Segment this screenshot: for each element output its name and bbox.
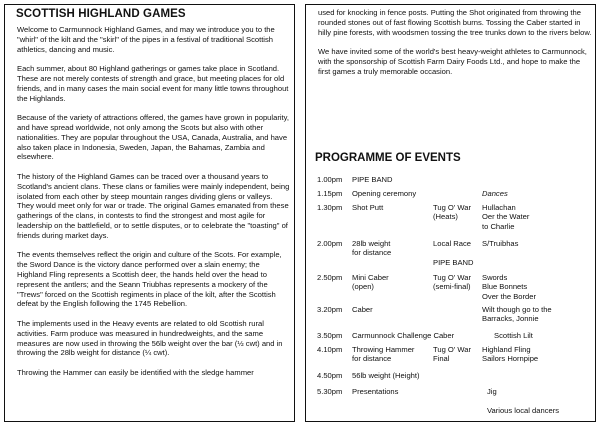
paragraph-history: The history of the Highland Games can be traced over a thousand years to Scotland's ancient clans. These clans or families were mainly independent, being isolated from each other by steep mountain ranges dividing glens or valleys. They would meet only for war or trade. The original Games emanated from these gatherings of the clans, in contests to find the strongest and most agile for leadership on the battlefield, or to settle disputes, or to celebrate the "toasting" of friends during market days.: [17, 171, 290, 240]
continued-text: [318, 8, 592, 86]
event-dance: Hullachan Oer the Water to Charlie: [482, 203, 530, 231]
event-time: 4.10pm: [317, 345, 343, 354]
programme-title: PROGRAMME OF EVENTS: [315, 152, 461, 164]
programme-row: [306, 203, 597, 233]
event-time: 5.30pm: [317, 387, 343, 396]
paragraph-popularity: Because of the variety of attractions offered, the games have grown in popularity, and have spread worldwide, not only among the Scots but also with other nationalities. They are popular throughout the USA, Canada, Australia, and have also taken place in Indonesia, Sweden, Japan, the Bahamas, Zambia and elsewhere.: [17, 113, 289, 162]
event-secondary: Tug O' War (Heats): [433, 203, 472, 222]
event-name: 56lb weight (Height): [352, 371, 420, 380]
paragraph-welcome: Welcome to Carmunnock Highland Games, and may we introduce you to the "whirl" of the kilt and the "skirl" of the pipes in a festival of traditional Scottish athletics, dancing and music.: [17, 25, 275, 54]
event-time: 3.50pm: [317, 331, 343, 340]
paragraph-events-origin: The events themselves reflect the origin and culture of the Scots. For example, the Sword Dance is the victory dance performed over a slain enemy; the Highland Fling represents a Scottish deer, the hands held over the head to represent the antlers; and the Seann Triubhas represents a mockery of the "Trews" forced on the Scottish regiments in place of the kilt, after the Scottish defeat by the English following the 1745 Rebellion.: [17, 250, 282, 309]
event-dance: Dances: [482, 189, 508, 198]
page-title: SCOTTISH HIGHLAND GAMES: [16, 8, 186, 20]
event-dance: S/Truibhas: [482, 239, 519, 248]
event-name: Shot Putt: [352, 203, 384, 212]
left-panel: [4, 4, 295, 422]
programme-row: [306, 273, 597, 303]
event-name: PIPE BAND: [352, 175, 393, 184]
event-time: 1.30pm: [317, 203, 343, 212]
right-panel: [305, 4, 596, 422]
programme-row: [306, 239, 597, 269]
event-secondary: Tug O' War (semi-final): [433, 273, 472, 292]
event-name: Opening ceremony: [352, 189, 417, 198]
paragraph-implements: The implements used in the Heavy events are related to old Scottish rural activities. Farm produce was measured in hundredweights, and the same measures are now used in throwing the 56lb weight over the bar (½ cwt) and in throwing the 28lb weight for distance (¼ cwt).: [17, 318, 283, 358]
programme-row: [306, 387, 597, 417]
event-dance: Jig Various local dancers: [487, 387, 560, 415]
event-time: 1.15pm: [317, 189, 343, 198]
event-time: 3.20pm: [317, 305, 343, 314]
event-time: 2.50pm: [317, 273, 343, 282]
event-name: Throwing Hammer for distance: [352, 345, 415, 364]
paragraph-athletes: We have invited some of the world's best heavy-weight athletes to Carmunnock, with the sponsorship of Scottish Farm Dairy Foods Ltd., and hope to make the first games a truly memorable occasion.: [318, 47, 587, 76]
event-name: Presentations: [352, 387, 399, 396]
event-secondary: Local Race PIPE BAND: [433, 239, 474, 267]
event-name: Carmunnock Challenge Caber: [352, 331, 455, 340]
event-name: Caber: [352, 305, 373, 314]
intro-text: [17, 25, 291, 387]
paragraph-shot-caber: used for knocking in fence posts. Putting the Shot originated from throwing the rounded stones out of fast flowing Scottish burns. Tossing the Caber started in hilly pine forests, with woodsmen tossing the tree trunks down to the rivers below.: [318, 8, 592, 37]
paragraph-gatherings: Each summer, about 80 Highland gatherings or games take place in Scotland. These are not merely contests of strength and grace, but meeting places for old friends, and in many cases the main social event for many little towns throughout the Highlands.: [17, 64, 289, 103]
event-secondary: Tug O' War Final: [433, 345, 472, 364]
event-name: 28lb weight for distance: [352, 239, 392, 258]
event-name: Mini Caber (open): [352, 273, 389, 292]
event-time: 1.00pm: [317, 175, 343, 184]
event-dance: Wilt though go to the Barracks, Jonnie: [482, 305, 552, 324]
event-dance: Swords Blue Bonnets Over the Border: [482, 273, 537, 301]
event-time: 4.50pm: [317, 371, 343, 380]
event-dance: Highland Fling Sailors Hornpipe: [482, 345, 539, 364]
event-dance: Scottish Lilt: [494, 331, 533, 340]
paragraph-hammer: Throwing the Hammer can easily be identified with the sledge hammer: [17, 367, 254, 377]
event-time: 2.00pm: [317, 239, 343, 248]
